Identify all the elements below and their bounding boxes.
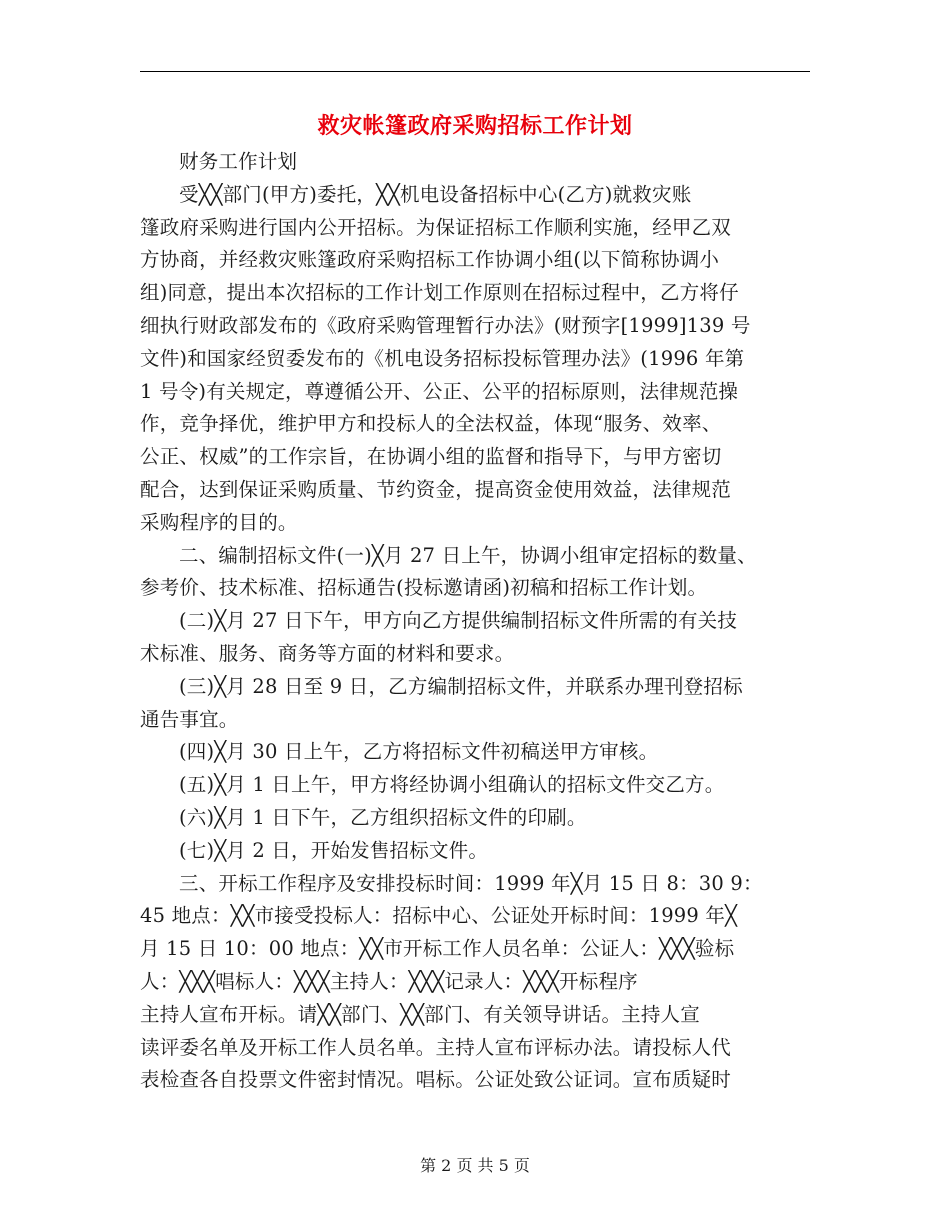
paragraph-subheading bbox=[140, 146, 810, 179]
text-line: 术标准、服务、商务等方面的材料和要求。 bbox=[140, 641, 515, 665]
paragraph-intro bbox=[140, 179, 810, 540]
text-line: (三)╳月 28 日至 9 日，乙方编制招标文件，并联系办理刊登招标 bbox=[179, 674, 743, 698]
paragraph-item-7 bbox=[140, 835, 810, 868]
text-line: 二、编制招标文件(一)╳月 27 日上午，协调小组审定招标的数量、 bbox=[179, 543, 757, 567]
text-line: (二)╳月 27 日下午，甲方向乙方提供编制招标文件所需的有关技 bbox=[179, 609, 738, 633]
text-line: (七)╳月 2 日，开始发售招标文件。 bbox=[179, 838, 489, 862]
text-line: (六)╳月 1 日下午，乙方组织招标文件的印刷。 bbox=[179, 805, 587, 829]
paragraph-section-2 bbox=[140, 540, 810, 606]
text-line: 读评委名单及开标工作人员名单。主持人宣布评标办法。请投标人代 bbox=[140, 1035, 732, 1059]
text-line: 文件)和国家经贸委发布的《机电设务招标投标管理办法》(1996 年第 bbox=[140, 346, 745, 370]
document-body bbox=[140, 146, 810, 1097]
text-line: 方协商，并经救灾账篷政府采购招标工作协调小组(以下简称协调小 bbox=[140, 248, 720, 272]
paragraph-item-5 bbox=[140, 769, 810, 802]
text-line: 表检查各自投票文件密封情况。唱标。公证处致公证词。宣布质疑时 bbox=[140, 1068, 732, 1092]
text-line: 参考价、技术标准、招标通告(投标邀请函)初稿和招标工作计划。 bbox=[140, 576, 708, 600]
text-line: 细执行财政部发布的《政府采购管理暂行办法》(财预字[1999]139 号 bbox=[140, 313, 751, 337]
paragraph-section-3 bbox=[140, 868, 810, 1098]
text-line: 篷政府采购进行国内公开招标。为保证招标工作顺利实施，经甲乙双 bbox=[140, 215, 732, 239]
text-line: 主持人宣布开标。请╳╳部门、╳╳部门、有关领导讲话。主持人宣 bbox=[140, 1002, 700, 1026]
text-line: 三、开标工作程序及安排投标时间：1999 年╳月 15 日 8：30 9： bbox=[179, 871, 763, 895]
text-line: 人：╳╳╳唱标人：╳╳╳主持人：╳╳╳记录人：╳╳╳开标程序 bbox=[140, 969, 638, 993]
document-title: 救灾帐篷政府采购招标工作计划 bbox=[317, 113, 633, 139]
text-line: (四)╳月 30 日上午，乙方将招标文件初稿送甲方审核。 bbox=[179, 740, 659, 764]
text-line: 1 号令)有关规定，尊遵循公开、公正、公平的招标原则，法律规范操 bbox=[140, 379, 739, 403]
text-line: 公正、权威”的工作宗旨，在协调小组的监督和指导下，与甲方密切 bbox=[140, 445, 722, 469]
paragraph-item-3 bbox=[140, 671, 810, 737]
paragraph-item-2 bbox=[140, 605, 810, 671]
text-line: 通告事宜。 bbox=[140, 707, 239, 731]
text-line: 45 地点：╳╳市接受投标人：招标中心、公证处开标时间：1999 年╳ bbox=[140, 904, 738, 928]
text-line: 采购程序的目的。 bbox=[140, 510, 298, 534]
text-line: 受╳╳部门(甲方)委托，╳╳机电设备招标中心(乙方)就救灾账 bbox=[179, 182, 692, 206]
text-line: (五)╳月 1 日上午，甲方将经协调小组确认的招标文件交乙方。 bbox=[179, 773, 725, 797]
text-line: 组)同意，提出本次招标的工作计划工作原则在招标过程中，乙方将仔 bbox=[140, 281, 739, 305]
text-line: 作，竞争择优，维护甲方和投标人的全法权益，体现“服务、效率、 bbox=[140, 412, 722, 436]
paragraph-item-4 bbox=[140, 736, 810, 769]
text-line: 财务工作计划 bbox=[179, 150, 298, 173]
header-rule bbox=[140, 71, 810, 72]
page-footer: 第 2 页 共 5 页 bbox=[420, 1156, 530, 1175]
text-line: 配合，达到保证采购质量、节约资金，提高资金使用效益，法律规范 bbox=[140, 477, 732, 501]
paragraph-item-6 bbox=[140, 802, 810, 835]
text-line: 月 15 日 10：00 地点：╳╳市开标工作人员名单：公证人：╳╳╳验标 bbox=[140, 937, 735, 961]
